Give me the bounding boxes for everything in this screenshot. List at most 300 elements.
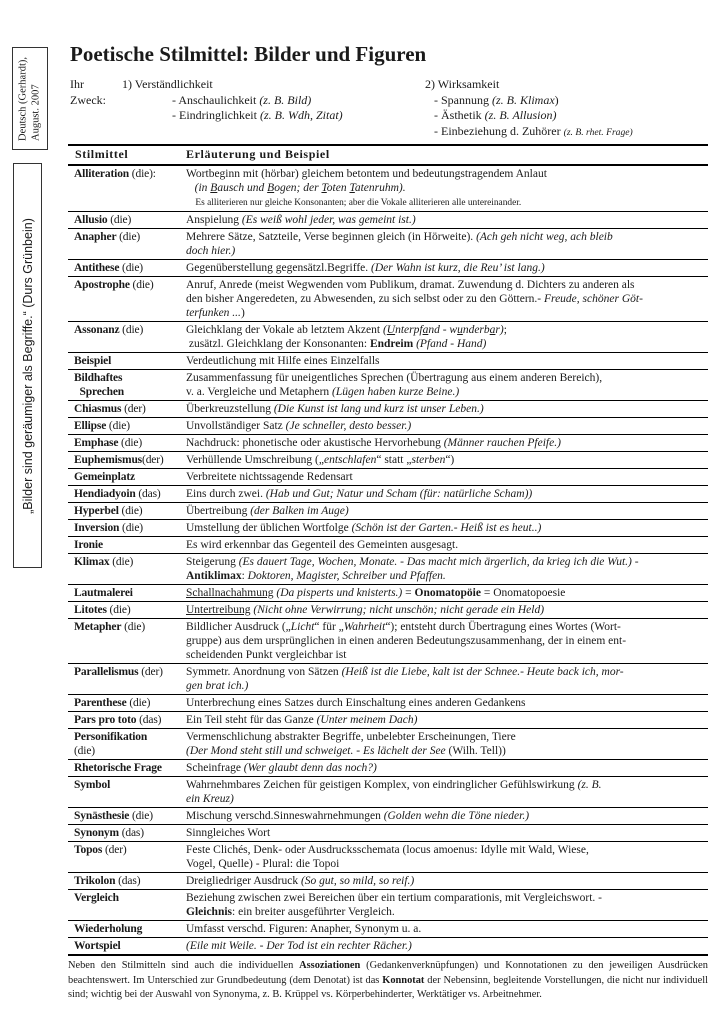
text-segment: Litotes xyxy=(74,604,107,616)
text-segment: (die) xyxy=(129,279,154,291)
text-segment: Konnotat xyxy=(382,974,425,986)
text-segment: Vergleich xyxy=(74,892,119,904)
text-segment: Gemeinplatz xyxy=(74,471,135,483)
text-segment: ; xyxy=(503,324,507,336)
table-row xyxy=(68,322,708,353)
text-segment: Beispiel xyxy=(74,355,112,367)
stilmittel-explanation xyxy=(186,538,708,552)
text-segment: ) xyxy=(554,92,559,107)
table-row xyxy=(68,370,708,401)
text-segment: Umfasst verschd. Figuren: Anapher, Synonym u. a. xyxy=(186,923,422,935)
text-segment: (Golden wehn die Töne nieder.) xyxy=(383,810,530,822)
text-segment: (Heiß ist die Liebe, kalt ist der Schnee.- Heute back ich, mor- xyxy=(341,666,624,678)
stilmittel-explanation xyxy=(186,843,708,871)
text-segment: (z. B. Klimax xyxy=(492,92,555,107)
stilmittel-term xyxy=(68,538,186,552)
text-segment: gen brat ich.) xyxy=(186,680,249,692)
table-row xyxy=(68,503,708,520)
text-segment: Alliteration xyxy=(74,168,130,180)
purpose-section xyxy=(70,77,710,140)
text-segment: r) xyxy=(495,324,504,336)
purpose-col1-heading: 1) Verständlichkeit xyxy=(122,77,213,91)
stilmittel-explanation xyxy=(186,922,708,936)
text-segment: B xyxy=(267,182,275,194)
text-segment: (die) xyxy=(109,556,134,568)
stilmittel-explanation xyxy=(186,586,708,600)
text-segment: Scheinfrage xyxy=(186,762,244,774)
stilmittel-term xyxy=(68,939,186,953)
stilmittel-explanation xyxy=(186,891,708,919)
sidebar-credit-box xyxy=(12,47,48,150)
text-segment: Bildlicher Ausdruck („ xyxy=(186,621,291,633)
text-segment: Vermenschlichung abstrakter Begriffe, unbelebter Erscheinungen, Tiere xyxy=(186,731,516,743)
text-segment: = xyxy=(402,587,415,599)
text-segment: Verdeutlichung mit Hilfe eines Einzelfalls xyxy=(186,355,380,367)
content-area xyxy=(68,144,708,1003)
text-segment: “) xyxy=(445,454,455,466)
text-segment: Lautmalerei xyxy=(74,587,133,599)
text-segment: (der) xyxy=(121,403,146,415)
table-header-row xyxy=(68,146,708,166)
stilmittel-term xyxy=(68,826,186,840)
text-segment: Es wird erkennbar das Gegenteil des Gemeinten ausgesagt. xyxy=(186,539,459,551)
purpose-label: Ihr Zweck: xyxy=(70,77,106,107)
purpose-col-verstaendlichkeit xyxy=(122,77,425,140)
stilmittel-term xyxy=(68,809,186,823)
text-segment: Sinngleiches Wort xyxy=(186,827,271,839)
text-segment: Steigerung xyxy=(186,556,239,568)
text-segment: (die) xyxy=(118,437,143,449)
text-segment: (Es dauert Tage, Wochen, Monate. - Das macht mich ärgerlich, da krieg ich die Wut.) xyxy=(238,556,632,568)
text-segment: Neben den Stilmitteln sind auch die individuellen xyxy=(68,960,300,971)
text-segment: (der) xyxy=(142,454,164,466)
text-segment: Wahrnehmbares Zeichen für geistigen Komplex, von eindringlicher Gefühlswirkung xyxy=(186,779,578,791)
stilmittel-explanation xyxy=(186,778,708,806)
text-segment: ( xyxy=(382,324,387,336)
table-row xyxy=(68,938,708,956)
stilmittel-term xyxy=(68,504,186,518)
table-row xyxy=(68,435,708,452)
stilmittel-explanation xyxy=(186,402,708,416)
text-segment: Apostrophe xyxy=(74,279,130,291)
text-segment: (z. B. Bild) xyxy=(259,92,312,107)
text-segment: Ellipse xyxy=(74,420,107,432)
stilmittel-explanation xyxy=(186,620,708,662)
text-segment: Umstellung der üblichen Wortfolge xyxy=(186,522,352,534)
text-segment: zusätzl. Gleichklang der Konsonanten: xyxy=(186,338,370,350)
text-segment: Wortspiel xyxy=(74,940,121,952)
table-row xyxy=(68,729,708,760)
column-header-stilmittel: Stilmittel xyxy=(75,147,129,161)
text-segment: (die) xyxy=(107,214,132,226)
stilmittel-term xyxy=(68,620,186,662)
text-segment: Rhetorische Frage xyxy=(74,762,162,774)
purpose-col2-items xyxy=(425,93,710,141)
text-segment: Anspielung xyxy=(186,214,242,226)
text-segment: (der) xyxy=(138,666,163,678)
text-segment: Feste Clichés, Denk- oder Ausdrucksschemata (locus amoenus: Idylle mit Wald, Wiese, xyxy=(186,844,589,856)
table-row xyxy=(68,873,708,890)
stilmittel-term xyxy=(68,603,186,617)
text-segment: (die) xyxy=(118,505,143,517)
text-segment: - Spannung xyxy=(434,92,492,107)
text-segment: (die) xyxy=(121,621,146,633)
text-segment: (Die Kunst ist lang und kurz ist unser Leben.) xyxy=(273,403,484,415)
stilmittel-explanation xyxy=(186,470,708,484)
text-segment: Mischung verschd.Sinneswahrnehmungen xyxy=(186,810,384,822)
stilmittel-explanation xyxy=(186,603,708,617)
text-segment: (Pfand - Hand) xyxy=(416,338,487,350)
text-segment: Ein Teil steht für das Ganze xyxy=(186,714,317,726)
table-row xyxy=(68,664,708,695)
stilmittel-term xyxy=(68,167,186,210)
text-segment: (das) xyxy=(135,488,161,500)
text-segment: Anruf, Anrede (meist Wegwenden vom Publikum, dramat. Zuwendung d. Dichters zu anderen als xyxy=(186,279,635,291)
text-segment: (die) xyxy=(116,231,141,243)
stilmittel-term xyxy=(68,665,186,693)
text-segment: Endreim xyxy=(369,338,417,350)
table-row xyxy=(68,712,708,729)
text-segment: Parenthese xyxy=(74,697,127,709)
sidebar-credit-text xyxy=(18,57,43,141)
text-segment: (die) xyxy=(119,324,144,336)
text-segment: nderb xyxy=(462,324,490,336)
table-row xyxy=(68,212,708,229)
text-segment: (Hab und Gut; Natur und Scham (für: natürliche Scham)) xyxy=(265,488,533,500)
text-segment: Gegenüberstellung gegensätzl.Begriffe. xyxy=(186,262,371,274)
table-row xyxy=(68,418,708,435)
text-segment: Bildhaftes xyxy=(74,372,123,384)
text-segment: Unvollständiger Satz xyxy=(186,420,286,432)
text-segment: - Einbeziehung d. Zuhörer xyxy=(434,123,564,138)
stilmittel-term xyxy=(68,402,186,416)
stilmittel-explanation xyxy=(186,504,708,518)
text-segment: “ statt „ xyxy=(376,454,412,466)
stilmittel-term xyxy=(68,261,186,275)
text-segment: Es alliterieren nur gleiche Konsonanten; aber die Vokale alliterieren alle untereinander. xyxy=(186,198,522,208)
stilmittel-explanation xyxy=(186,555,708,583)
stilmittel-explanation xyxy=(186,278,708,320)
stilmittel-term xyxy=(68,843,186,871)
text-segment: (das) xyxy=(118,827,144,839)
stilmittel-explanation xyxy=(186,665,708,693)
table-row xyxy=(68,619,708,664)
table-row xyxy=(68,585,708,602)
text-segment: Onomatopöie xyxy=(414,587,481,599)
table-row xyxy=(68,602,708,619)
text-segment: Antithese xyxy=(74,262,120,274)
text-segment: Nachdruck: phonetische oder akustische Hervorhebung xyxy=(186,437,444,449)
text-segment: Doktoren, Magister, Schreiber und Pfaffen. xyxy=(247,570,446,582)
text-segment: Beziehung zwischen zwei Bereichen über ein tertium comparationis, mit Vergleichswort. - xyxy=(186,892,602,904)
text-segment: nd - w xyxy=(428,324,458,336)
stilmittel-explanation xyxy=(186,521,708,535)
text-segment: Pars pro toto xyxy=(74,714,137,726)
text-segment: (Ach geh nicht weg, ach bleib xyxy=(476,231,613,243)
text-segment: = Onomatopoesie xyxy=(480,587,566,599)
table-row xyxy=(68,166,708,212)
text-segment: : ein breiter ausgeführter Vergleich. xyxy=(232,906,395,918)
purpose-item xyxy=(434,124,710,141)
stilmittel-explanation xyxy=(186,487,708,501)
stilmittel-term xyxy=(68,213,186,227)
stilmittel-term xyxy=(68,419,186,433)
text-segment: (die) xyxy=(119,262,143,274)
text-segment: Personifikation xyxy=(74,731,148,743)
stilmittel-explanation xyxy=(186,713,708,727)
text-segment: ogen; der xyxy=(274,182,322,194)
table-row xyxy=(68,808,708,825)
text-segment: scheidenden Punkt vergleichbar ist xyxy=(186,649,347,661)
text-segment: Freude, schöner Göt- xyxy=(544,293,643,305)
text-segment: Gleichnis xyxy=(186,906,233,918)
text-segment: (Männer rauchen Pfeife.) xyxy=(443,437,561,449)
text-segment: (Schön ist der Garten.- Heiß ist es heut..) xyxy=(351,522,542,534)
table-row xyxy=(68,469,708,486)
text-segment: entschlafen xyxy=(323,454,377,466)
text-segment: Licht xyxy=(290,621,315,633)
stilmittel-explanation xyxy=(186,436,708,450)
table-row xyxy=(68,353,708,370)
table-row xyxy=(68,890,708,921)
text-segment: u xyxy=(457,324,463,336)
text-segment: Mehrere Sätze, Satzteile, Verse beginnen gleich (in Hörweite). xyxy=(186,231,477,243)
text-segment: (der) xyxy=(102,844,127,856)
text-segment: sterben xyxy=(411,454,446,466)
text-segment: Hendiadyoin xyxy=(74,488,136,500)
text-segment: Untertreibung xyxy=(186,604,251,616)
stilmittel-explanation xyxy=(186,167,708,210)
text-segment: (Eile mit Weile. - Der Tod ist ein rechter Rächer.) xyxy=(186,940,412,952)
text-segment: Wahrheit xyxy=(343,621,386,633)
text-segment: (z. B. Allusion) xyxy=(484,108,557,122)
text-segment: terfunken ... xyxy=(186,307,241,319)
text-segment: (das) xyxy=(136,714,162,726)
text-segment: (die) xyxy=(74,745,95,757)
text-segment: Dreigliedriger Ausdruck xyxy=(186,875,301,887)
stilmittel-explanation xyxy=(186,696,708,710)
stilmittel-explanation xyxy=(186,939,708,953)
text-segment: Emphase xyxy=(74,437,119,449)
purpose-col2-heading: 2) Wirksamkeit xyxy=(425,77,500,91)
stilmittel-term xyxy=(68,713,186,727)
stilmittel-term xyxy=(68,323,186,351)
text-segment: (Nicht ohne Verwirrung; nicht unschön; nicht gerade ein Held) xyxy=(253,604,545,616)
text-segment: : xyxy=(241,570,248,582)
stilmittel-term xyxy=(68,230,186,258)
table-row xyxy=(68,842,708,873)
text-segment: ) xyxy=(240,307,245,319)
stilmittel-term xyxy=(68,371,186,399)
text-segment: Verbreitete nichtssagende Redensart xyxy=(186,471,353,483)
text-segment: (Lügen haben kurze Beine.) xyxy=(332,386,460,398)
table-row xyxy=(68,777,708,808)
stilmittel-explanation xyxy=(186,826,708,840)
text-segment: Euphemismus xyxy=(74,454,143,466)
text-segment: (Der Wahn ist kurz, die Reu’ ist lang.) xyxy=(371,262,545,274)
text-segment: (die) xyxy=(126,697,151,709)
text-segment: v. a. Vergleiche und Metaphern xyxy=(186,386,333,398)
stilmittel-term xyxy=(68,354,186,368)
text-segment: Assoziationen xyxy=(299,960,361,971)
text-segment: - Anschaulichkeit xyxy=(172,92,260,107)
text-segment: (die) xyxy=(106,604,131,616)
text-segment: (die): xyxy=(129,168,156,180)
purpose-item xyxy=(434,108,710,124)
text-segment: Antiklimax xyxy=(186,570,242,582)
stilmittel-term xyxy=(68,278,186,320)
stilmittel-explanation xyxy=(186,730,708,758)
stilmittel-term xyxy=(68,555,186,583)
stilmittel-explanation xyxy=(186,371,708,399)
stilmittel-term xyxy=(68,470,186,484)
text-segment: Allusio xyxy=(74,214,108,226)
text-segment: Klimax xyxy=(74,556,110,568)
text-segment: den bisher Angeredeten, zu Abwesenden, zu sich selbst oder zu den Göttern.- xyxy=(186,293,544,305)
stilmittel-term xyxy=(68,436,186,450)
sidebar-quote-text: „Bilder sind geräumiger als Begriffe.“ (Durs Grünbein) xyxy=(20,217,35,514)
table-row xyxy=(68,229,708,260)
stilmittel-explanation xyxy=(186,354,708,368)
table-row xyxy=(68,452,708,469)
table-row xyxy=(68,277,708,322)
stilmittel-table xyxy=(68,144,708,956)
purpose-col-wirksamkeit xyxy=(425,77,710,140)
text-segment: B xyxy=(210,182,218,194)
text-segment: Symmetr. Anordnung von Sätzen xyxy=(186,666,342,678)
stilmittel-term xyxy=(68,922,186,936)
sidebar-quote-box xyxy=(13,163,42,568)
text-segment: Zusammenfassung für uneigentliches Sprechen (Übertragung aus einem anderen Bereich), xyxy=(186,372,603,384)
table-row xyxy=(68,825,708,842)
text-segment: (Der Mond steht still und schweiget. - Es lächelt der See xyxy=(186,745,446,757)
stilmittel-term xyxy=(68,891,186,919)
stilmittel-term xyxy=(68,487,186,501)
text-segment: Assonanz xyxy=(74,324,120,336)
text-segment: Sprechen xyxy=(74,386,125,398)
table-row xyxy=(68,537,708,554)
text-segment: Synästhesie xyxy=(74,810,130,822)
column-header-erlaeuterung: Erläuterung und Beispiel xyxy=(186,147,330,161)
text-segment: Hyperbel xyxy=(74,505,119,517)
text-segment: (Da pisperts und knisterts.) xyxy=(276,587,403,599)
text-segment: U xyxy=(386,324,396,336)
text-segment: Eins durch zwei. xyxy=(186,488,266,500)
stilmittel-explanation xyxy=(186,874,708,888)
text-segment: Ironie xyxy=(74,539,103,551)
stilmittel-term xyxy=(68,874,186,888)
purpose-col1-items xyxy=(122,93,425,124)
text-segment: Überkreuzstellung xyxy=(186,403,274,415)
text-segment: (z. B. Wdh, Zitat) xyxy=(259,108,343,122)
text-segment: Wiederholung xyxy=(74,923,143,935)
text-segment: (Je schneller, desto besser.) xyxy=(285,420,412,432)
text-segment: (in xyxy=(186,182,211,194)
text-segment: Anapher xyxy=(74,231,117,243)
stilmittel-explanation xyxy=(186,213,708,227)
stilmittel-explanation xyxy=(186,261,708,275)
text-segment: Unterbrechung eines Satzes durch Einschaltung eines anderen Gedankens xyxy=(186,697,526,709)
text-segment: Übertreibung xyxy=(186,505,251,517)
text-segment: Parallelismus xyxy=(74,666,139,678)
text-segment: (So gut, so mild, so reif.) xyxy=(300,875,415,887)
text-segment: (Unter meinem Dach) xyxy=(316,714,418,726)
credit-line-1: Deutsch (Gerhardt), xyxy=(17,56,29,141)
stilmittel-explanation xyxy=(186,453,708,467)
page-title: Poetische Stilmittel: Bilder und Figuren xyxy=(70,42,427,66)
text-segment: (die) xyxy=(129,810,153,822)
footer-note xyxy=(68,959,708,1003)
text-segment: atenruhm). xyxy=(354,182,406,194)
text-segment: (z. B. xyxy=(577,779,602,791)
stilmittel-term xyxy=(68,778,186,806)
stilmittel-explanation xyxy=(186,419,708,433)
table-row xyxy=(68,401,708,418)
text-segment: - Eindringlichkeit xyxy=(172,108,260,122)
text-segment: Symbol xyxy=(74,779,111,791)
text-segment: - xyxy=(631,556,639,568)
stilmittel-term xyxy=(68,521,186,535)
table-row xyxy=(68,520,708,537)
stilmittel-term xyxy=(68,761,186,775)
text-segment: Inversion xyxy=(74,522,120,534)
table-row xyxy=(68,921,708,938)
stilmittel-term xyxy=(68,586,186,600)
text-segment: doch hier.) xyxy=(186,245,236,257)
purpose-item xyxy=(172,93,425,109)
text-segment: Vogel, Quelle) - Plural: die Topoi xyxy=(186,858,340,870)
text-segment: - Ästhetik xyxy=(434,108,485,122)
text-segment: a xyxy=(489,324,496,336)
text-segment: (der Balken im Auge) xyxy=(250,505,349,517)
text-segment: Trikolon xyxy=(74,875,116,887)
text-segment: gruppe) aus dem ursprünglichen in einen anderen Bedeutungszusammenhang, der in einem ent- xyxy=(186,635,627,647)
table-row xyxy=(68,260,708,277)
text-segment: (z. B. rhet. Frage) xyxy=(563,126,633,138)
purpose-item xyxy=(434,93,710,109)
table-row xyxy=(68,695,708,712)
text-segment: (Wer glaubt denn das noch?) xyxy=(243,762,377,774)
text-segment: Topos xyxy=(74,844,103,856)
stilmittel-explanation xyxy=(186,230,708,258)
stilmittel-explanation xyxy=(186,761,708,775)
table-body xyxy=(68,166,708,956)
text-segment: Chiasmus xyxy=(74,403,122,415)
text-segment: (Gedankenverknüpfungen) und Konnotationen zu den jeweiligen Ausdrücken beachtenswert. Im Unterschied zur Grundbedeutung (dem Denotat) ist das xyxy=(68,960,708,986)
text-segment: “); entsteht durch Übertragung eines Wortes (Wort- xyxy=(385,621,621,633)
stilmittel-term xyxy=(68,453,186,467)
credit-line-2: August. 2007 xyxy=(30,83,41,141)
text-segment: nterpf xyxy=(395,324,423,336)
stilmittel-explanation xyxy=(186,809,708,823)
purpose-item xyxy=(172,108,425,124)
stilmittel-term xyxy=(68,730,186,758)
text-segment: (Wilh. Tell)) xyxy=(445,745,506,757)
text-segment: Wortbeginn mit (hörbar) gleichem betontem und bedeutungstragendem Anlaut xyxy=(186,168,547,180)
text-segment: (die) xyxy=(106,420,130,432)
text-segment: “ für „ xyxy=(314,621,344,633)
text-segment: T xyxy=(321,182,327,194)
table-row xyxy=(68,760,708,777)
text-segment: (das) xyxy=(115,875,141,887)
table-row xyxy=(68,554,708,585)
text-segment: Verhüllende Umschreibung („ xyxy=(186,454,324,466)
stilmittel-term xyxy=(68,696,186,710)
table-row xyxy=(68,486,708,503)
text-segment: Schallnachahmung xyxy=(186,587,274,599)
text-segment: Synonym xyxy=(74,827,119,839)
text-segment: Gleichklang der Vokale ab letztem Akzent xyxy=(186,324,383,336)
